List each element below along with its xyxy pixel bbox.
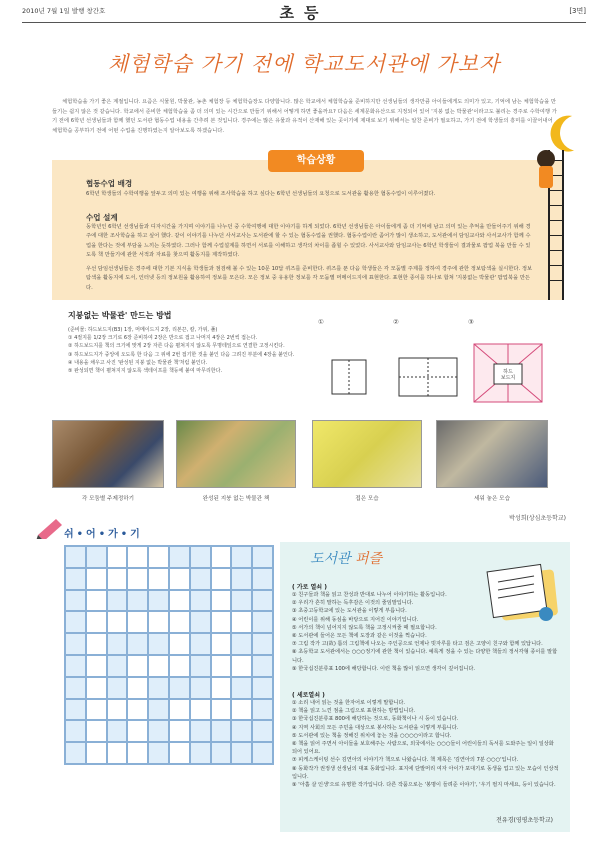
ladder-rung [548,205,564,206]
crossword-cell [190,742,211,764]
method-step: ② 하드보드지를 책의 크기에 맞게 2장 자른 다음 펼쳐지지 않도록 무명테잎으로 연결한 고정시킨다. [68,343,285,350]
section-title: 초등 [279,4,329,22]
crossword-cell [252,590,273,612]
crossword-cell [107,677,128,699]
crossword-cell[interactable] [127,677,148,699]
crossword-cell[interactable] [107,699,128,721]
crossword-cell [169,677,190,699]
crossword-cell[interactable] [211,546,232,568]
crossword-cell[interactable] [148,611,169,633]
method-title: 지붕없는 박물관' 만드는 방법 [68,311,172,320]
crossword-cell[interactable] [127,611,148,633]
method-step: ① 4절지를 1/2장 크기로 6장 준비하여 2장은 반으로 접고 나머지 4장은 2번씩 접는다. [68,335,258,342]
crossword-cell[interactable] [127,546,148,568]
across-clue: ⑨ 한국십진분류표 100에 해당합니다. 이런 책을 많이 읽으면 생각이 깊어집니다. [292,665,476,672]
crossword-cell [231,720,252,742]
crossword-cell [252,568,273,590]
across-clue: ④ 어린이를 위해 동심을 바탕으로 지어진 이야기입니다. [292,616,419,623]
crossword-cell [127,633,148,655]
photo-finished-book [176,420,296,488]
ladder-rung [548,235,564,236]
crossword-cell[interactable] [127,655,148,677]
photo-caption: 세워 놓은 모습 [474,496,510,502]
crossword-cell[interactable] [169,568,190,590]
crossword-cell[interactable] [231,699,252,721]
fold-diagram-2 [393,330,463,410]
down-clues [292,690,560,789]
ladder-rail [562,150,564,300]
crossword-cell [65,677,86,699]
across-clue: ⑤ 서가의 책이 넘어지지 않도록 책을 고정시켜줄 때 필요합니다. [292,624,437,631]
across-clue: ③ 초중고등학교에 있는 도서관을 이렇게 부릅니다. [292,608,407,615]
crossword-cell [148,677,169,699]
crossword-cell [252,742,273,764]
across-clue: ⑦ 그림 작가 고(故) 톰의 그림책에 나오는 주인공으로 언제나 빗자루를 타고 검은 고양이 친구와 함께 있답니다. [292,641,543,648]
down-clue: ⑤ 도서관에 있는 책을 정해진 위치에 놓는 것을 ○○○○이라고 합니다. [292,732,452,739]
photo-caption: 완성된 지붕 없는 박물관 책 [202,496,270,502]
crossword-cell[interactable] [127,720,148,742]
crossword-cell [65,742,86,764]
crossword-cell[interactable] [86,568,107,590]
crossword-cell [252,699,273,721]
crossword-cell [231,677,252,699]
crossword-cell[interactable] [107,568,128,590]
crossword-cell[interactable] [86,699,107,721]
down-clue: ⑨ '아홉 살 인생'으로 유명한 작가입니다. 다른 작품으로는 '봉명이 들려준 이야기', '우기 펄지 마세요, 등이 있습니다. [292,782,556,789]
crossword-cell[interactable] [86,611,107,633]
photo-credit: 박성희(상심초등학교) [509,515,566,522]
crossword-cell[interactable] [169,720,190,742]
crossword-cell[interactable] [107,546,128,568]
design-body-1: 동학년인 6학년 선생님들과 디자시간을 가지며 이야기를 나누던 중 수학여행에 대한 이야기를 하게 되었다. 6학년 선생님들은 아이들에게 좀 더 기억에 남고 의미 있는 추억을 만들어주기 위해 경주에 대한 조사학습을 하고 싶어 했다. 같이 이야기를 나누던 사서교사는 도서관에 할 수 있는 협동수업을 권했다. 협동수업이란 좀어가 많이 생소하고, 도서관에서 담임교사와 사서교사가 함께 수업을 한다는 것에 부담을 느끼는 듯하였다. 그러나 함께 수업설계를 하면서 서로를 이해하고 생각의 차이를 좁힐 수 있었다. 사서교사와 담임교사는 6학년 학생들이 결과물로 팝업 북을 만들 수 있도록 책 만들기에 관한 서적과 자료를 찾으며 활동지를 제작하였다. [86,224,531,259]
crossword-cell[interactable] [86,590,107,612]
crossword-cell [107,633,128,655]
crossword-cell [231,633,252,655]
learning-situation-label: 학습상황 [268,150,364,172]
crossword-cell[interactable] [148,568,169,590]
puzzle-title-a: 도서관 [310,551,351,567]
puzzle-credit: 전유경(영평초등학교) [496,817,553,824]
crossword-cell[interactable] [169,590,190,612]
crossword-cell[interactable] [211,611,232,633]
crossword-cell [231,590,252,612]
crossword-cell[interactable] [86,655,107,677]
crossword-cell [190,546,211,568]
crossword-cell [252,633,273,655]
ladder-rung [548,280,564,281]
crossword-cell [190,590,211,612]
crossword-cell[interactable] [86,720,107,742]
diagram-2-number: ② [393,318,399,326]
crossword-cell [190,611,211,633]
crossword-cell[interactable] [211,655,232,677]
header-divider [22,22,586,23]
crossword-cell [169,546,190,568]
crossword-cell [231,742,252,764]
crossword-cell [127,590,148,612]
article-title: 체험학습 가기 전에 학교도서관에 가보자 [107,52,501,76]
crossword-cell[interactable] [86,633,107,655]
across-clue: ⑥ 도서관에 들어온 모든 책에 도장과 같은 이것을 찍습니다. [292,633,427,640]
crossword-cell[interactable] [190,699,211,721]
ladder-rung [548,190,564,191]
crossword-cell[interactable] [169,655,190,677]
crossword-cell [190,677,211,699]
photo-caption: 접은 모습 [355,496,379,502]
down-clue: ⑦ 피케스케이팅 선수 김연아의 이야기가 책으로 나왔습니다. 책 제목은 '김연아의 7분 ○○○'입니다. [292,757,519,764]
photo-standing [436,420,548,488]
across-clue: ① 친구들과 책을 읽고 찬성과 반대로 나누어 이야기하는 활동입니다. [292,592,447,598]
crossword-cell [65,546,86,568]
crossword-cell[interactable] [86,677,107,699]
down-clue: ④ 지역 사회의 모든 주민을 대상으로 봉사하는 도서관을 이렇게 부릅니다. [292,724,459,731]
crossword-cell [211,742,232,764]
crossword-cell[interactable] [169,611,190,633]
crossword-cell [252,720,273,742]
crossword-cell [252,546,273,568]
crossword-cell [107,590,128,612]
method-step: (준비물: 하드보드지(B3) 1장, 머메이드지 2장, 리본끈, 칼, 가위, 풀) [68,327,218,333]
crossword-cell [65,720,86,742]
crossword-cell [65,568,86,590]
crossword-cell[interactable] [107,742,128,764]
crossword-cell[interactable] [211,633,232,655]
design-heading: 수업 설계 [86,213,118,222]
crossword-cell [148,590,169,612]
across-clues [292,582,560,673]
crossword-cell[interactable] [148,655,169,677]
girl-illustration-body [539,166,553,188]
crossword-cell[interactable] [148,546,169,568]
crossword-cell [65,611,86,633]
crossword-cell [231,546,252,568]
crossword-cell[interactable] [231,655,252,677]
page-number: [3면] [569,7,586,15]
crossword-cell[interactable] [107,611,128,633]
method-step: ④ 내용을 채우고 사진 '완성된 지붕 없는 박물관 책'처럼 붙인다. [68,359,208,366]
crossword-cell[interactable] [127,699,148,721]
crossword-cell [65,590,86,612]
hardboard-label: 하드 보드지 [500,369,516,381]
crossword-cell [190,720,211,742]
diagram-1-number: ① [318,318,324,326]
photo-group-topic [52,420,164,488]
puzzle-title [310,548,382,568]
crossword-heading: 쉬•어•가•기 [64,529,143,540]
crossword-cell [190,655,211,677]
crossword-cell [65,655,86,677]
down-heading: ( 세로열쇠 ) [292,692,325,699]
learning-situation-box [52,160,562,300]
crossword-cell[interactable] [127,568,148,590]
across-clue: ② 우리가 흔히 말하는 독후감은 이것의 줄임말입니다. [292,600,414,607]
across-heading: ( 가로 열쇠 ) [292,584,327,591]
method-step: ⑤ 완성되면 책이 펼쳐지지 않도록 색테이프를 책등에 붙여 마무리한다. [68,368,223,375]
crossword-cell[interactable] [169,633,190,655]
crossword-cell[interactable] [86,742,107,764]
crossword-cell [148,742,169,764]
crossword-cell [148,633,169,655]
diagram-3-number: ③ [468,318,474,326]
crossword-cell[interactable] [231,611,252,633]
ladder-rung [548,265,564,266]
pencil-icon [36,515,66,539]
crossword-cell[interactable] [211,699,232,721]
crossword-cell [86,546,107,568]
moon-icon [556,111,600,155]
puzzle-title-b: 퍼즐 [355,551,383,567]
crossword-cell [148,699,169,721]
fold-diagram-1 [318,330,388,410]
ladder-rung [548,250,564,251]
down-clue: ② 책을 읽고 느낀 점을 그림으로 표현하는 방법입니다. [292,708,416,715]
crossword-grid [64,545,274,765]
method-step: ③ 하드보드지가 중앙에 오도록 한 다음 그 위에 2번 접기한 것을 붙인 다음 그려진 부분에 4장을 붙인다. [68,351,295,358]
crossword-cell [252,655,273,677]
background-heading: 협동수업 배경 [86,179,133,188]
crossword-cell[interactable] [169,742,190,764]
down-clue: ① 소리 내어 읽는 것을 한자어로 이렇게 말합니다. [292,700,406,706]
photo-caption: 각 모둠별 주제정하기 [81,496,135,502]
crossword-cell [252,611,273,633]
crossword-cell [65,633,86,655]
down-clue: ⑧ 동화작가 권정생 선생님의 대표 동화입니다. 표지에 단발머리 여자 아이가 포대기로 동생을 업고 있는 모습이 인상적입니다. [292,765,559,780]
down-clue: ③ 한국십진분류표 800에 해당하는 것으로, 동화책이나 시 등이 있습니다. [292,716,459,723]
crossword-cell [148,720,169,742]
photo-folded [312,420,422,488]
crossword-cell[interactable] [211,590,232,612]
across-clue: ⑧ 초등학교 도서관에서는 ○○○정기에 관한 책이 있습니다. 예록게 정을 수 있는 다양한 책들의 정서각형 종이를 말합니다. [292,649,558,664]
ladder-rung [548,220,564,221]
crossword-cell[interactable] [211,568,232,590]
crossword-cell [107,720,128,742]
crossword-cell [190,633,211,655]
method-steps [68,326,318,375]
issue-date: 2010년 7월 1일 발행 창간호 [22,7,106,15]
crossword-cell [211,720,232,742]
crossword-cell[interactable] [127,742,148,764]
intro-paragraph: 체험학습을 가기 좋은 계절입니다. 요즘은 식물원, 박물관, 농촌 체험장 등 체험학습장도 다양합니다. 많은 학교에서 체험학습을 준비하지만 선생님들의 생각만큼 아이들에게도 의미가 있고, 기억에 남는 체험학습을 만들기는 쉽지 않은 것 같습니다. 학교에서 준비한 체험학습을 좀 더 의미 있는 시간으로 만들기 위해서 어떻게 하면 좋을까요? 다음은 세계문화유산으로 지정되어 있어 '지붕 없는 박물관'이라고도 불리는 경주로 수학여행 가기 전에 6학년 선생님들과 함께 했던 도서관 협동수업 내용을 간추려 본 것입니다. 경주에는 많은 유물과 유적이 산재해 있는 곳이기에 제대로 보기 위해서는 알찬 준비가 필요하고, 가기 전에 학생들의 흥미를 이끌어내어 체험학습 공부하기 전에 어떤 수업을 진행하였는지 알아보도록 하겠습니다. [52,99,557,134]
crossword-cell [231,568,252,590]
design-body-2: 우선 담임선생님들은 경주에 대한 기본 지식을 학생들과 점검해 볼 수 있는 10문 10답 퀴즈를 준비한다. 퀴즈를 푼 다음 학생들은 각 모둠별 주제를 정하여 경주에 관한 정보탐색을 실시한다. 정보탐색을 활동지에 도서, 인터넷 등의 정보원을 활용하여 정보를 모은다. 모은 정보 중 유용한 정보를 각 모둠별 머메이드지에 표현한다. 표현한 종이를 하나로 합쳐 '지붕없는 박물관' 팝업북을 만든다. [86,266,533,291]
crossword-cell [65,699,86,721]
crossword-cell [107,655,128,677]
crossword-cell[interactable] [211,677,232,699]
crossword-cell[interactable] [169,699,190,721]
crossword-cell [190,568,211,590]
background-body: 6학년 학생들의 수학여행을 앞두고 의미 있는 여행을 위해 조사학습을 하고 싶다는 6학년 선생님들의 요청으로 도서관을 활용한 협동수업이 이루어졌다. [86,191,436,197]
down-clue: ⑥ 책을 읽어 주면서 아이들을 보호해주는 사람으로, 외국에서는 ○○○들이 어린이들의 독서를 도와주는 일이 일상화 되어 있어요. [292,741,554,756]
crossword-cell [252,677,273,699]
